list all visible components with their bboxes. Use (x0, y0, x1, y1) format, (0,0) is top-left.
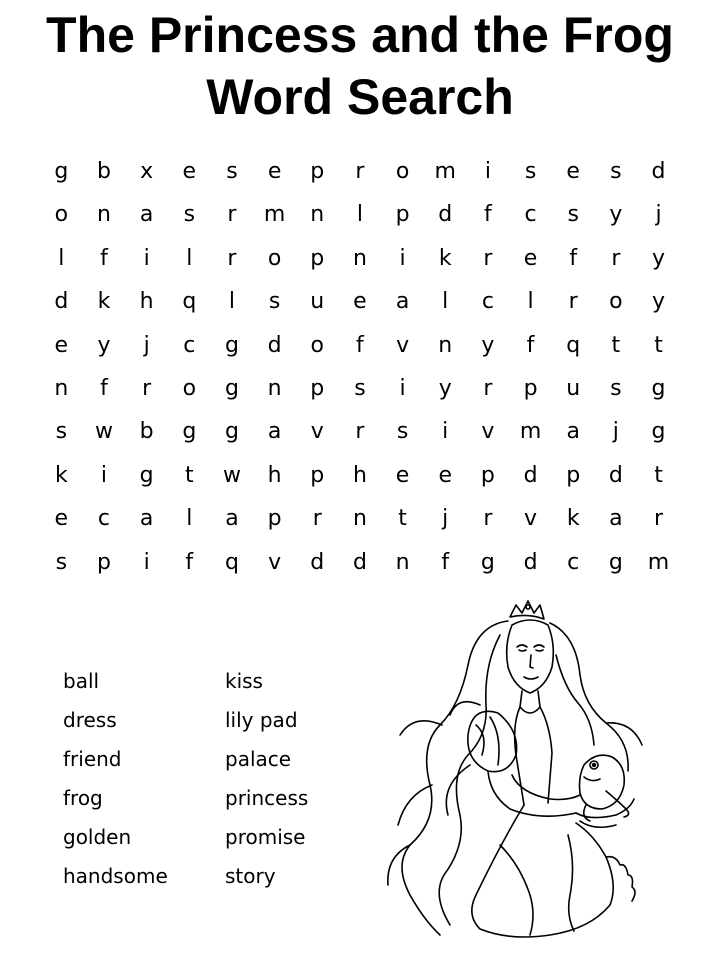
grid-letter: m (263, 202, 286, 228)
grid-letter: s (610, 159, 622, 184)
word-list-item: dress (63, 708, 117, 732)
grid-letter: f (100, 375, 108, 401)
grid-letter: o (310, 332, 324, 358)
grid-letter: y (438, 375, 452, 401)
grid-letter: d (523, 462, 538, 488)
grid-letter: p (523, 375, 538, 401)
grid-letter: c (481, 289, 494, 315)
word-list-column-2 (225, 662, 308, 896)
grid-letter: e (438, 462, 452, 488)
grid-letter: n (267, 375, 282, 401)
grid-letter: r (483, 375, 493, 401)
word-list-item: handsome (63, 864, 168, 888)
grid-letter: q (224, 549, 239, 575)
grid-letter: e (395, 462, 410, 488)
grid-letter: v (481, 419, 495, 445)
grid-row (40, 541, 680, 584)
grid-letter: u (566, 375, 581, 401)
grid-letter: n (352, 506, 367, 532)
grid-letter: l (527, 289, 534, 315)
grid-letter: f (185, 549, 194, 575)
grid-letter: n (438, 332, 453, 358)
grid-letter: s (55, 549, 68, 575)
grid-row (40, 497, 680, 540)
grid-letter: r (653, 506, 664, 532)
grid-letter: f (526, 332, 535, 358)
grid-letter: r (142, 375, 152, 401)
grid-letter: g (224, 419, 239, 445)
word-list-item: kiss (225, 669, 263, 693)
word-list-item: princess (225, 786, 309, 810)
grid-letter: l (186, 506, 193, 532)
grid-letter: r (227, 202, 237, 228)
grid-letter: d (352, 549, 367, 575)
grid-letter: p (267, 506, 282, 532)
grid-letter: j (612, 419, 619, 445)
grid-letter: y (652, 289, 666, 315)
grid-letter: a (139, 202, 154, 228)
word-list-item: friend (63, 747, 122, 771)
word-list-item: frog (63, 786, 103, 810)
grid-letter: o (609, 289, 623, 315)
grid-letter: m (434, 159, 456, 184)
grid-letter: j (655, 202, 662, 228)
grid-letter: r (483, 506, 493, 532)
grid-letter: r (227, 245, 237, 271)
grid-letter: t (654, 462, 663, 488)
grid-letter: e (182, 159, 197, 184)
grid-letter: p (310, 159, 325, 184)
grid-letter: g (224, 332, 239, 358)
grid-letter: o (395, 159, 410, 184)
grid-letter: g (54, 159, 69, 184)
grid-letter: q (182, 289, 197, 315)
grid-letter: n (97, 202, 111, 228)
grid-letter: g (651, 375, 666, 401)
grid-letter: d (523, 549, 538, 575)
grid-letter: r (483, 245, 493, 271)
grid-letter: s (524, 159, 537, 184)
grid-letter: g (224, 375, 239, 401)
grid-letter: o (182, 375, 197, 401)
page-title-line-2: Word Search (206, 69, 514, 125)
grid-letter: f (484, 202, 492, 228)
grid-letter: g (651, 419, 666, 445)
grid-letter: p (566, 462, 581, 488)
grid-letter: n (352, 245, 367, 271)
word-list-item: story (225, 864, 276, 888)
grid-letter: j (143, 332, 150, 358)
grid-letter: a (267, 419, 282, 445)
grid-letter: c (567, 549, 580, 575)
grid-letter: k (97, 289, 111, 315)
grid-letter: y (97, 332, 111, 358)
grid-letter: s (183, 202, 196, 228)
grid-letter: s (226, 159, 238, 184)
grid-letter: i (143, 549, 150, 575)
word-list-item: promise (225, 825, 306, 849)
grid-letter: e (523, 245, 538, 271)
grid-letter: w (222, 462, 241, 488)
grid-letter: t (184, 462, 194, 488)
grid-row (40, 410, 680, 453)
grid-letter: t (398, 506, 407, 532)
grid-letter: d (438, 202, 453, 228)
grid-letter: m (519, 419, 542, 445)
grid-letter: q (566, 332, 581, 358)
grid-letter: i (484, 159, 491, 184)
grid-letter: p (97, 549, 111, 575)
grid-letter: p (310, 245, 325, 271)
grid-letter: v (396, 332, 410, 358)
grid-letter: v (310, 419, 324, 445)
grid-letter: c (183, 332, 196, 358)
grid-letter: t (654, 332, 663, 358)
grid-letter: n (395, 549, 410, 575)
grid-letter: p (310, 462, 325, 488)
grid-letter: v (524, 506, 538, 532)
grid-letter: s (610, 375, 622, 401)
grid-letter: o (267, 245, 282, 271)
grid-letter: k (566, 506, 580, 532)
page-title-line-1: The Princess and the Frog (46, 7, 674, 63)
grid-row (40, 280, 680, 323)
grid-letter: d (54, 289, 69, 315)
grid-letter: r (611, 245, 621, 271)
grid-letter: i (100, 462, 108, 488)
grid-letter: e (566, 159, 580, 184)
grid-letter: g (480, 549, 495, 575)
grid-row (40, 324, 680, 367)
grid-letter: e (267, 159, 282, 184)
grid-row (40, 454, 680, 497)
grid-letter: e (54, 506, 69, 532)
grid-letter: f (441, 549, 450, 575)
grid-letter: f (569, 245, 578, 271)
grid-letter: i (399, 245, 406, 271)
grid-letter: n (310, 202, 325, 228)
grid-letter: s (567, 202, 579, 228)
word-list-item: lily pad (225, 708, 298, 732)
word-list-column-1 (63, 662, 168, 896)
letter-grid (40, 150, 680, 584)
grid-letter: y (481, 332, 495, 358)
grid-letter: d (267, 332, 282, 358)
word-list-item: golden (63, 825, 132, 849)
grid-letter: c (524, 202, 537, 228)
grid-letter: k (54, 462, 68, 488)
grid-letter: l (356, 202, 363, 228)
grid-letter: l (58, 245, 65, 271)
grid-letter: o (54, 202, 69, 228)
grid-letter: s (55, 419, 68, 445)
grid-letter: h (352, 462, 367, 488)
grid-letter: b (139, 419, 154, 445)
grid-letter: v (268, 549, 282, 575)
grid-letter: j (442, 506, 449, 532)
grid-letter: g (608, 549, 623, 575)
grid-letter: p (310, 375, 325, 401)
grid-letter: f (100, 245, 108, 271)
grid-letter: m (647, 549, 670, 575)
grid-letter: r (355, 159, 365, 184)
grid-letter: a (566, 419, 580, 445)
word-list-item: ball (63, 669, 100, 693)
grid-letter: d (310, 549, 325, 575)
grid-letter: d (651, 159, 666, 184)
grid-letter: s (396, 419, 409, 445)
grid-row (40, 150, 680, 193)
grid-letter: f (356, 332, 364, 358)
grid-row (40, 193, 680, 236)
grid-letter: r (568, 289, 578, 315)
grid-row (40, 367, 680, 410)
grid-letter: a (225, 506, 239, 532)
grid-letter: i (399, 375, 406, 401)
grid-letter: x (140, 159, 154, 184)
grid-letter: p (395, 202, 410, 228)
grid-row (40, 237, 680, 280)
grid-letter: t (611, 332, 621, 358)
grid-letter: p (480, 462, 495, 488)
word-list-item: palace (225, 747, 292, 771)
grid-letter: e (54, 332, 69, 358)
grid-letter: r (355, 419, 365, 445)
princess-with-frog-icon (380, 595, 670, 945)
grid-letter: u (310, 289, 325, 315)
grid-letter: a (395, 289, 410, 315)
grid-letter: l (228, 289, 236, 315)
grid-letter: d (608, 462, 623, 488)
grid-letter: l (442, 289, 449, 315)
grid-letter: h (267, 462, 282, 488)
grid-letter: r (312, 506, 322, 532)
grid-letter: k (438, 245, 452, 271)
grid-letter: h (139, 289, 154, 315)
grid-letter: s (268, 289, 281, 315)
grid-letter: i (442, 419, 449, 445)
grid-letter: y (652, 245, 666, 271)
grid-letter: y (609, 202, 623, 228)
grid-letter: c (97, 506, 111, 532)
grid-letter: w (94, 419, 113, 445)
grid-letter: g (182, 419, 197, 445)
grid-letter: a (609, 506, 623, 532)
grid-letter: g (139, 462, 154, 488)
grid-letter: s (354, 375, 366, 401)
grid-letter: l (186, 245, 193, 271)
grid-letter: a (139, 506, 154, 532)
grid-letter: e (353, 289, 367, 315)
grid-letter: n (54, 375, 69, 401)
grid-letter: b (97, 159, 111, 184)
grid-letter: i (143, 245, 150, 271)
